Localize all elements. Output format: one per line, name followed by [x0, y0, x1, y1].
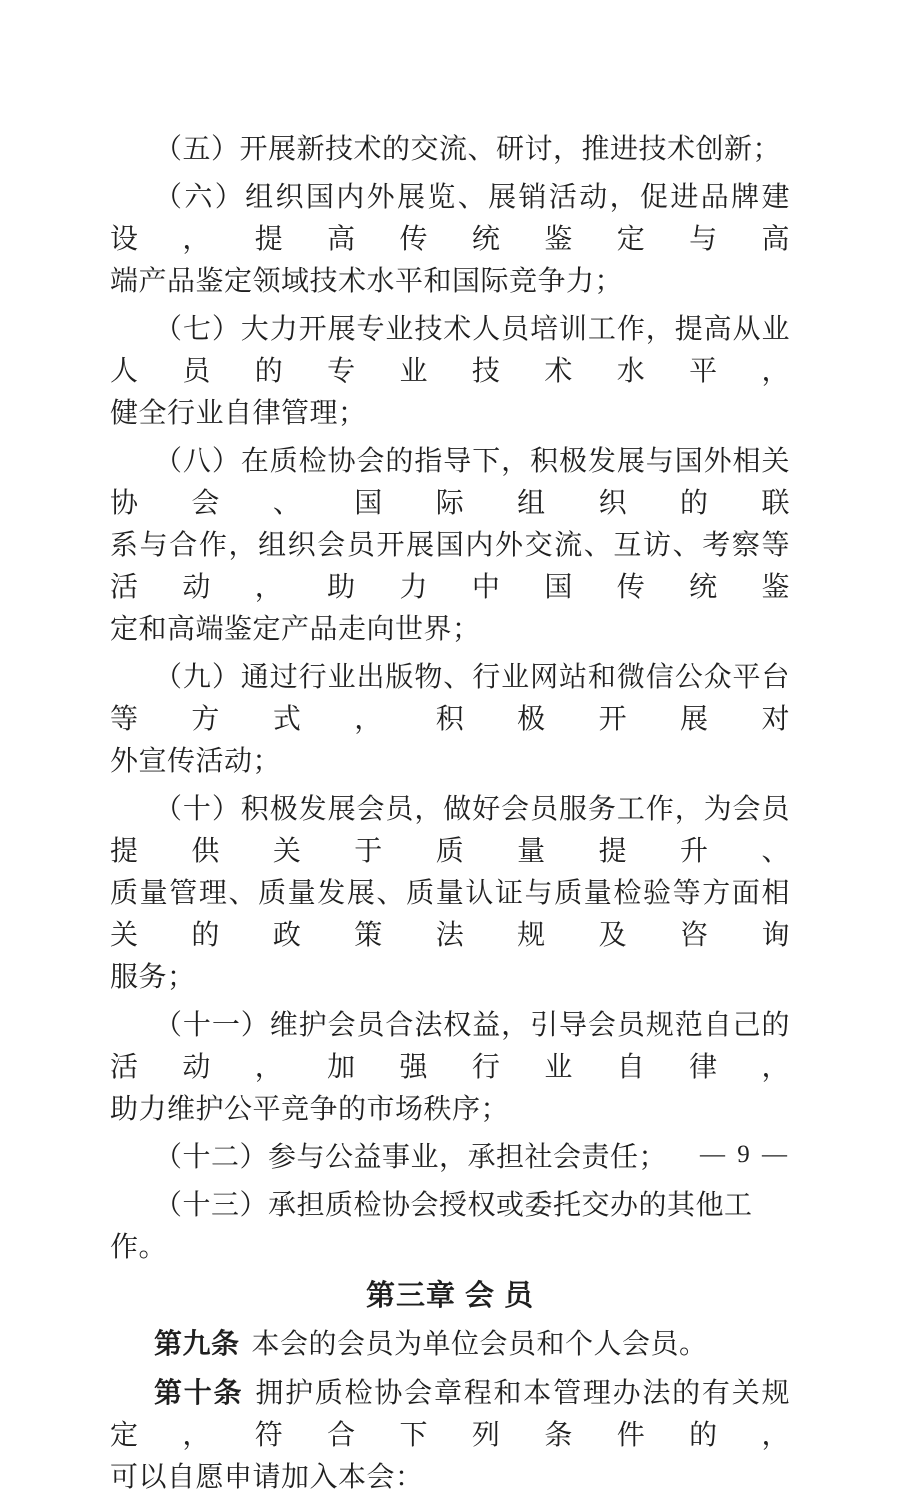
- clause-line: （五）开展新技术的交流、研讨，推进技术创新；: [154, 134, 782, 165]
- chapter-heading: 第三章 会 员: [365, 1280, 535, 1312]
- article-line: 可以自愿申请加入本会：: [110, 1462, 424, 1493]
- clause-paragraph-10: [110, 789, 790, 999]
- clause-paragraph-11: [110, 1005, 790, 1131]
- clause-line: （六）组织国内外展览、展销活动，促进品牌建设，提高传统鉴定与高: [110, 182, 790, 255]
- article-line: [110, 1323, 790, 1366]
- clause-line: 端产品鉴定领域技术水平和国际竞争力；: [110, 266, 624, 297]
- clause-paragraph-8: [110, 441, 790, 651]
- article-line: [110, 1372, 790, 1457]
- clause-line: （十二）参与公益事业，承担社会责任；: [154, 1142, 668, 1173]
- clause-line: 定和高端鉴定产品走向世界；: [110, 614, 481, 645]
- document-body: [110, 129, 790, 1505]
- article-label: 第九条: [154, 1328, 240, 1359]
- clause-paragraph-6: [110, 177, 790, 303]
- clause-line: （十一）维护会员合法权益，引导会员规范自己的活动，加强行业自律，: [110, 1010, 790, 1083]
- clause-paragraph-12: [110, 1137, 790, 1179]
- clause-line: （十）积极发展会员，做好会员服务工作，为会员提供关于质量提升、: [110, 794, 790, 867]
- clause-paragraph-7: [110, 309, 790, 435]
- article-paragraph-10: [110, 1372, 790, 1499]
- clause-paragraph-13: [110, 1185, 790, 1269]
- clause-line: 质量管理、质量发展、质量认证与质量检验等方面相关的政策法规及咨询: [110, 878, 790, 951]
- clause-line: （七）大力开展专业技术人员培训工作，提高从业人员的专业技术水平，: [110, 314, 790, 387]
- clause-line: （九）通过行业出版物、行业网站和微信公众平台等方式，积极开展对: [110, 662, 790, 735]
- clause-paragraph-5: [110, 129, 790, 171]
- clause-line: 助力维护公平竞争的市场秩序；: [110, 1094, 510, 1125]
- clause-line: （十三）承担质检协会授权或委托交办的其他工作。: [110, 1190, 753, 1263]
- article-text: 本会的会员为单位会员和个人会员。: [251, 1329, 708, 1360]
- clause-paragraph-9: [110, 657, 790, 783]
- article-label: 第十条: [154, 1377, 244, 1408]
- clause-line: 健全行业自律管理；: [110, 398, 367, 429]
- clause-line: 服务；: [110, 962, 196, 993]
- clause-line: （八）在质检协会的指导下，积极发展与国外相关协会、国际组织的联: [110, 446, 790, 519]
- page-number: — 9 —: [700, 1141, 790, 1168]
- clause-line: 系与合作，组织会员开展国内外交流、互访、考察等活动，助力中国传统鉴: [110, 530, 790, 603]
- article-paragraph-9: [110, 1323, 790, 1366]
- article-text: 拥护质检协会章程和本管理办法的有关规定，符合下列条件的，: [110, 1378, 790, 1451]
- clause-line: 外宣传活动；: [110, 746, 282, 777]
